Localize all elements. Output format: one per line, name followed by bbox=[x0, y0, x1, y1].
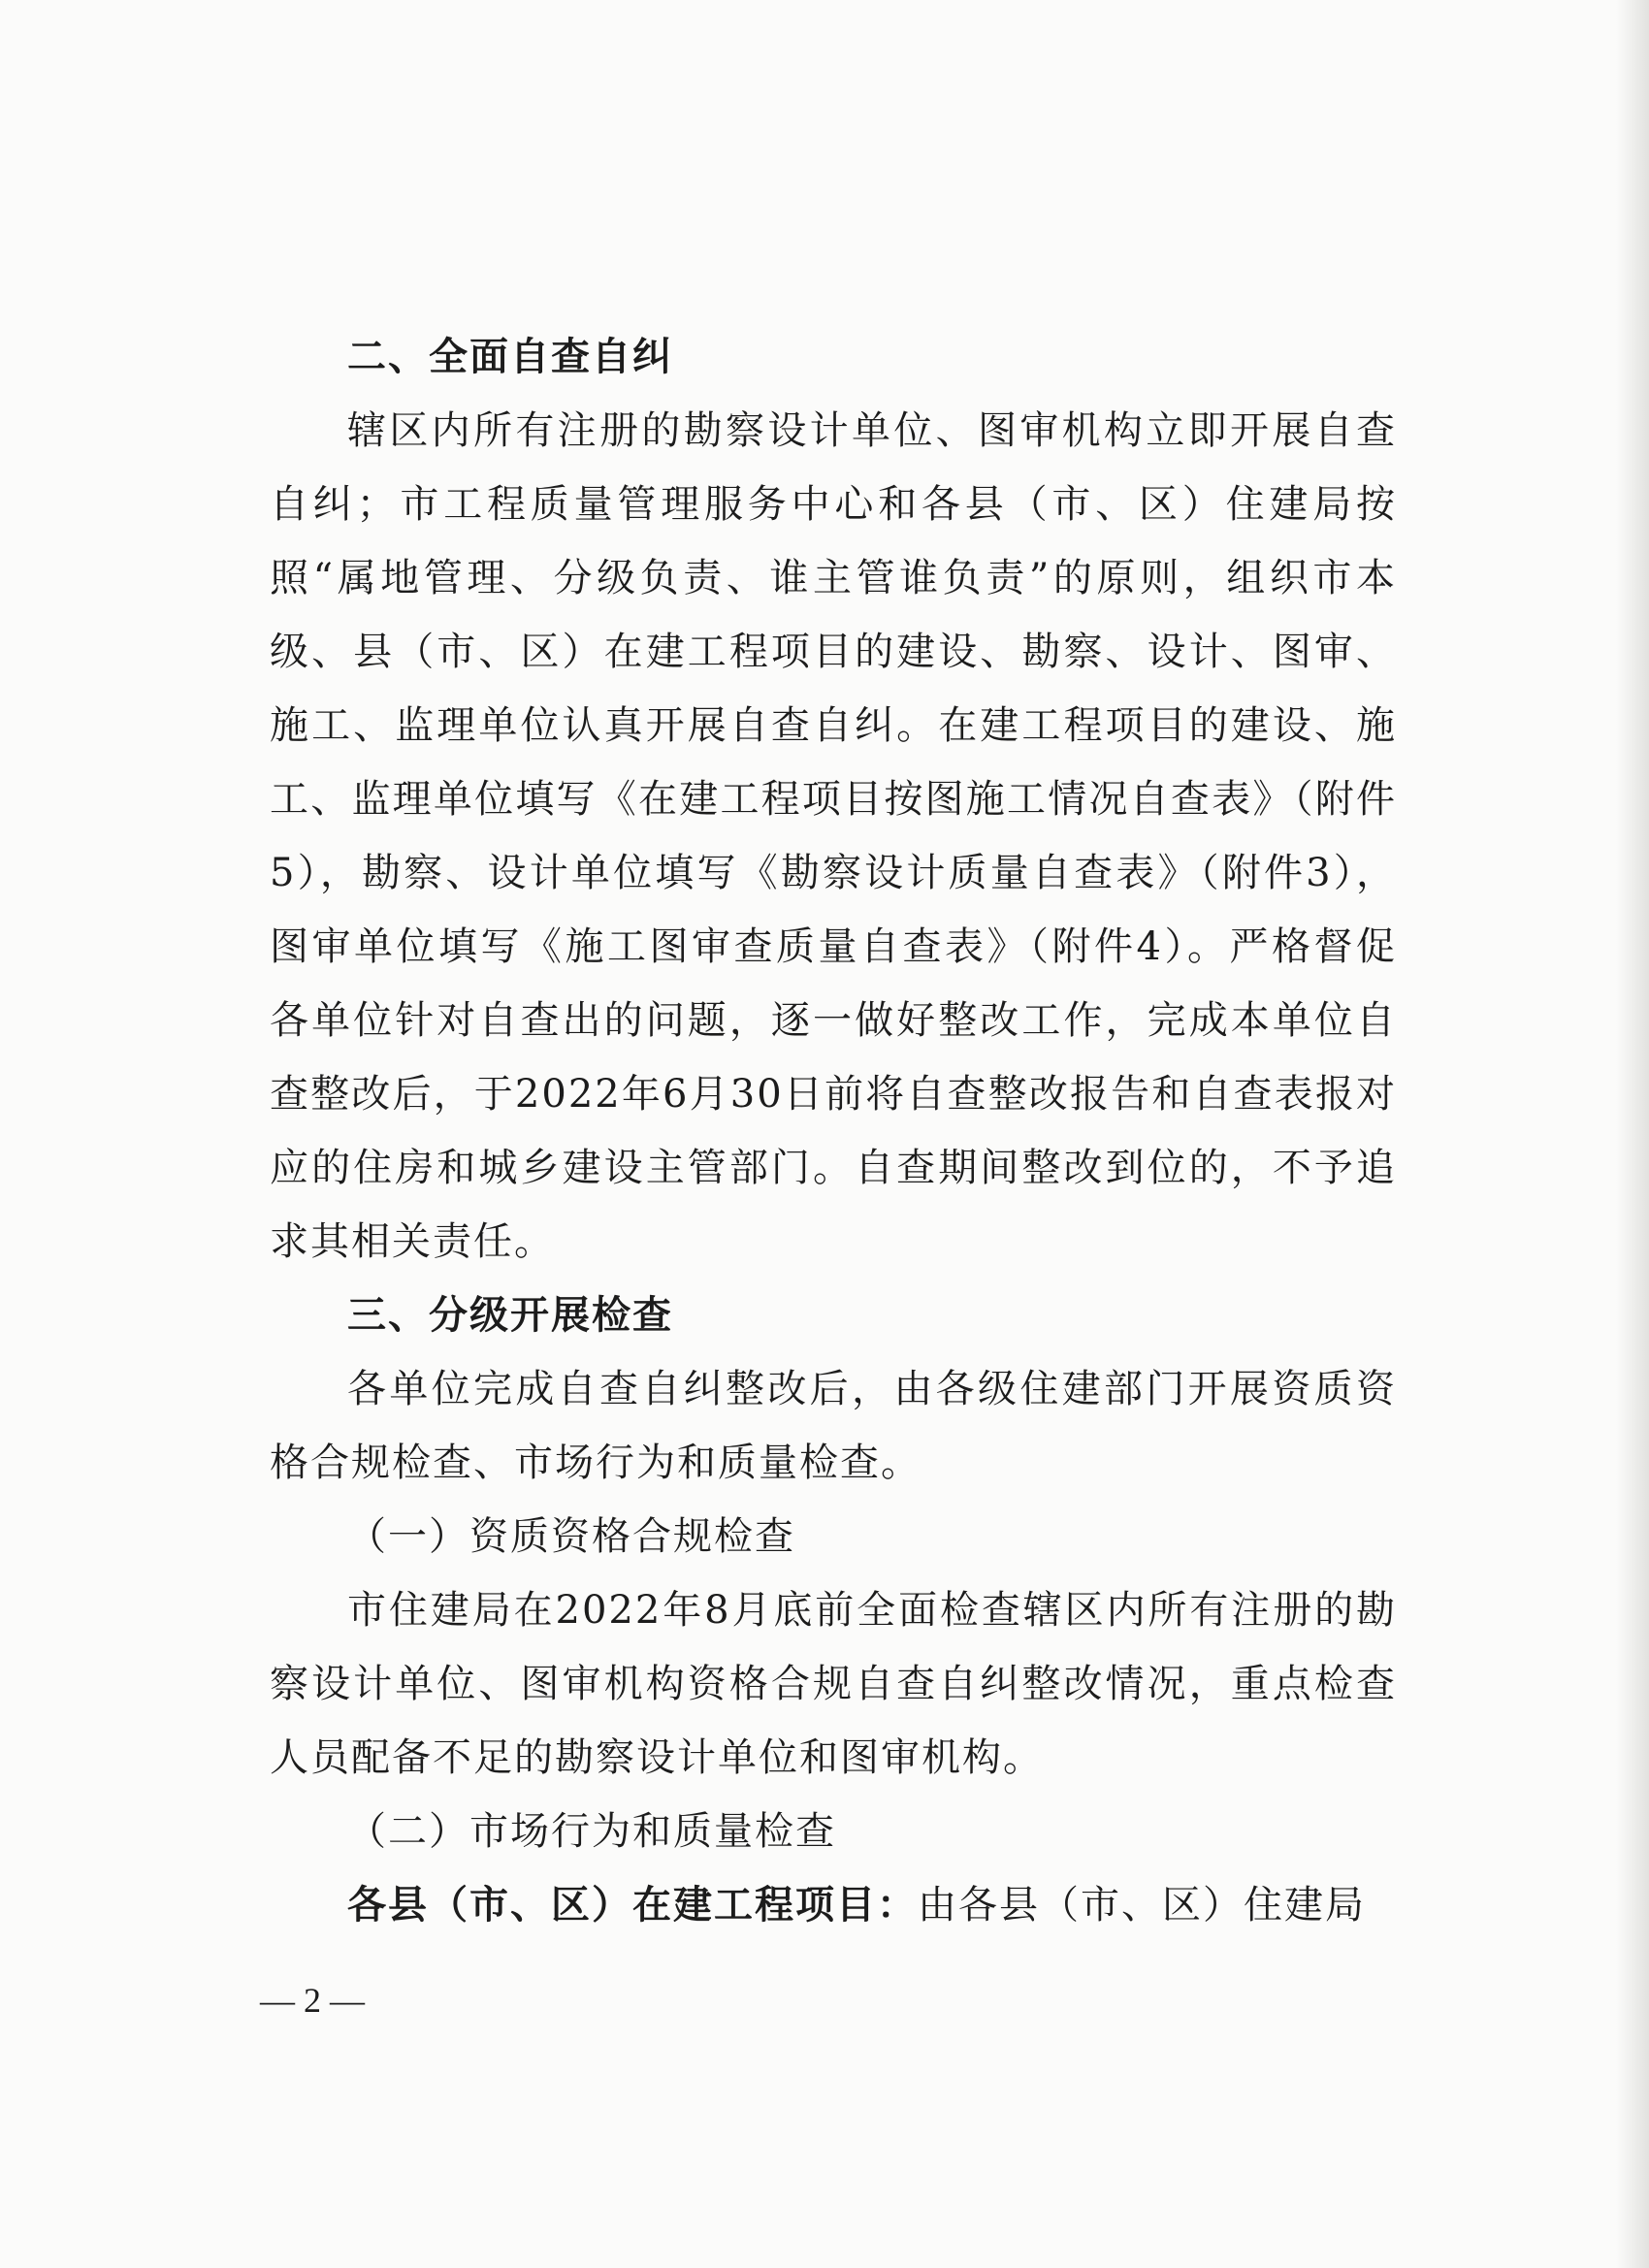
section-2-heading: 二、全面自查自纠 bbox=[347, 335, 673, 379]
subsection-1-paragraph: 市住建局在2022年8月底前全面检查辖区内所有注册的勘察设计单位、图审机构资格合规自查自纠整改情况，重点检查人员配备不足的勘察设计单位和图审机构。 bbox=[270, 1588, 1397, 1780]
section-2-paragraph: 辖区内所有注册的勘察设计单位、图审机构立即开展自查自纠；市工程质量管理服务中心和各县（市、区）住建局按照“属地管理、分级负责、谁主管谁负责”的原则，组织市本级、县（市、区）在建工程项目的建设、勘察、设计、图审、施工、监理单位认真开展自查自纠。在建工程项目的建设、施工、监理单位填写《在建工程项目按图施工情况自查表》（附件5），勘察、设计单位填写《勘察设计质量自查表》（附件3），图审单位填写《施工图审查质量自查表》（附件4）。严格督促各单位针对自查出的问题，逐一做好整改工作，完成本单位自查整改后，于2022年6月30日前将自查整改报告和自查表报对应的住房和城乡建设主管部门。自查期间整改到位的，不予追求其相关责任。 bbox=[270, 408, 1397, 1264]
page-number: — 2 — bbox=[260, 1981, 365, 2020]
subsection-1-heading: （一）资质资格合规检查 bbox=[347, 1514, 795, 1559]
section-3-heading: 三、分级开展检查 bbox=[347, 1293, 673, 1338]
subsection-2-text: 由各县（市、区）住建局 bbox=[918, 1883, 1366, 1928]
scan-edge bbox=[1616, 0, 1649, 2268]
document-body bbox=[270, 320, 1397, 1942]
subsection-2-heading: （二）市场行为和质量检查 bbox=[347, 1809, 836, 1854]
section-3-paragraph: 各单位完成自查自纠整改后，由各级住建部门开展资质资格合规检查、市场行为和质量检查。 bbox=[270, 1367, 1397, 1485]
subsection-2-paragraph bbox=[270, 1868, 1397, 1942]
subsection-2-lead: 各县（市、区）在建工程项目： bbox=[347, 1883, 918, 1928]
